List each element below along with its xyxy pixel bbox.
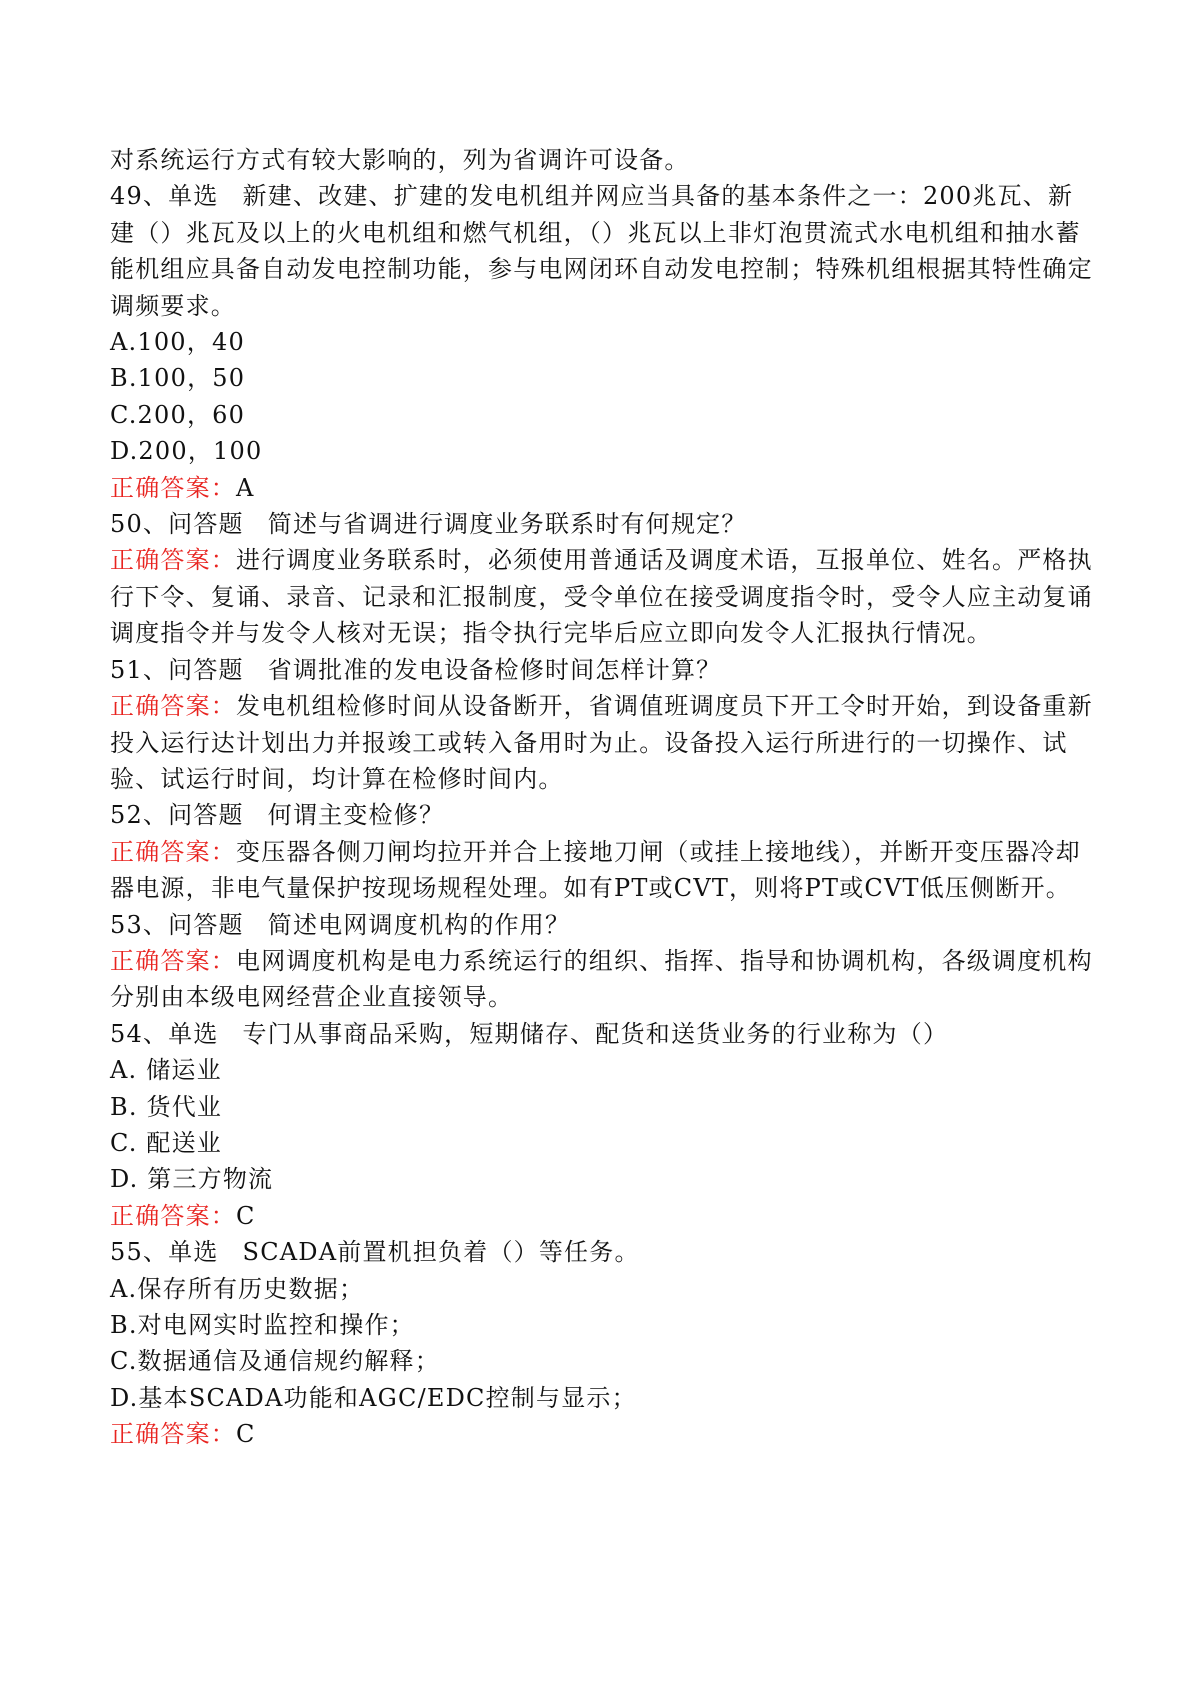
question-51-number: 51、问答题 (110, 655, 244, 684)
answer-label: 正确答案： (110, 546, 236, 575)
question-51-stem (110, 652, 1095, 688)
question-55-answer (110, 1416, 1095, 1452)
question-53-text: 简述电网调度机构的作用？ (267, 910, 571, 939)
question-54-option-c: C. 配送业 (110, 1128, 222, 1157)
answer-label: 正确答案： (110, 1420, 236, 1449)
question-54-option-a: A. 储运业 (110, 1056, 222, 1085)
question-50-number: 50、问答题 (110, 510, 244, 539)
question-55-option-c: C.数据通信及通信规约解释； (110, 1347, 440, 1376)
question-54-number: 54、单选 (110, 1019, 219, 1048)
answer-value: 变压器各侧刀闸均拉开并合上接地刀闸（或挂上接地线），并断开变压器冷却器电源，非电气量保护按现场规程处理。如有PT或CVT，则将PT或CVT低压侧断开。 (110, 837, 1081, 903)
question-55-text: SCADA前置机担负着（）等任务。 (242, 1238, 640, 1267)
question-50-text: 简述与省调进行调度业务联系时有何规定？ (267, 510, 747, 539)
question-54-answer (110, 1198, 1095, 1234)
answer-value: C (236, 1420, 256, 1449)
answer-value: 发电机组检修时间从设备断开，省调值班调度员下开工令时开始，到设备重新投入运行达计划出力并报竣工或转入备用时为止。设备投入运行所进行的一切操作、试验、试运行时间，均计算在检修时间内。 (110, 692, 1093, 793)
question-52-stem (110, 797, 1095, 833)
question-51-answer (110, 688, 1095, 797)
question-54-text: 专门从事商品采购，短期储存、配货和送货业务的行业称为（） (242, 1019, 949, 1048)
question-49-answer (110, 470, 1095, 506)
question-53 (110, 907, 1095, 1016)
question-54 (110, 1016, 1095, 1234)
answer-label: 正确答案： (110, 692, 236, 721)
question-51 (110, 652, 1095, 798)
answer-value: C (236, 1201, 256, 1230)
document-body (110, 142, 1095, 1453)
question-55 (110, 1234, 1095, 1452)
question-53-number: 53、问答题 (110, 910, 244, 939)
question-52-answer (110, 834, 1095, 907)
question-53-answer (110, 943, 1095, 1016)
answer-label: 正确答案： (110, 837, 236, 866)
answer-value: A (236, 473, 255, 502)
question-49-option-b: B.100，50 (110, 364, 246, 393)
question-54-stem (110, 1016, 1095, 1052)
question-52-text: 何谓主变检修？ (267, 801, 445, 830)
question-52-number: 52、问答题 (110, 801, 244, 830)
question-49-option-c: C.200，60 (110, 400, 246, 429)
question-51-text: 省调批准的发电设备检修时间怎样计算？ (267, 655, 722, 684)
question-49-stem (110, 178, 1095, 324)
question-55-number: 55、单选 (110, 1238, 219, 1267)
question-55-option-b: B.对电网实时监控和操作； (110, 1311, 415, 1339)
question-54-option-b: B. 货代业 (110, 1092, 223, 1121)
answer-value: 进行调度业务联系时，必须使用普通话及调度术语，互报单位、姓名。严格执行下令、复诵、录音、记录和汇报制度，受令单位在接受调度指令时，受令人应主动复诵调度指令并与发令人核对无误；指令执行完毕后应立即向发令人汇报执行情况。 (110, 546, 1093, 648)
question-55-option-a: A.保存所有历史数据； (110, 1274, 365, 1303)
question-50 (110, 506, 1095, 652)
question-50-answer (110, 542, 1095, 651)
question-50-stem (110, 506, 1095, 542)
answer-label: 正确答案： (110, 946, 236, 975)
question-52 (110, 797, 1095, 906)
question-49 (110, 178, 1095, 506)
question-55-option-d: D.基本SCADA功能和AGC/EDC控制与显示； (110, 1383, 637, 1412)
answer-value: 电网调度机构是电力系统运行的组织、指挥、指导和协调机构，各级调度机构分别由本级电网经营企业直接领导。 (110, 946, 1093, 1012)
question-55-stem (110, 1234, 1095, 1270)
question-54-option-d: D. 第三方物流 (110, 1165, 274, 1194)
answer-label: 正确答案： (110, 473, 236, 502)
question-49-number: 49、单选 (110, 182, 219, 211)
intro-text: 对系统运行方式有较大影响的，列为省调许可设备。 (110, 146, 690, 174)
question-49-option-a: A.100，40 (110, 328, 245, 357)
question-49-option-d: D.200，100 (110, 437, 263, 466)
question-53-stem (110, 907, 1095, 943)
question-49-text: 新建、改建、扩建的发电机组并网应当具备的基本条件之一：200兆瓦、新建（）兆瓦及以上的火电机组和燃气机组，（）兆瓦以上非灯泡贯流式水电机组和抽水蓄能机组应具备自动发电控制功能，参与电网闭环自动发电控制；特殊机组根据其特性确定调频要求。 (110, 182, 1093, 320)
answer-label: 正确答案： (110, 1201, 236, 1230)
